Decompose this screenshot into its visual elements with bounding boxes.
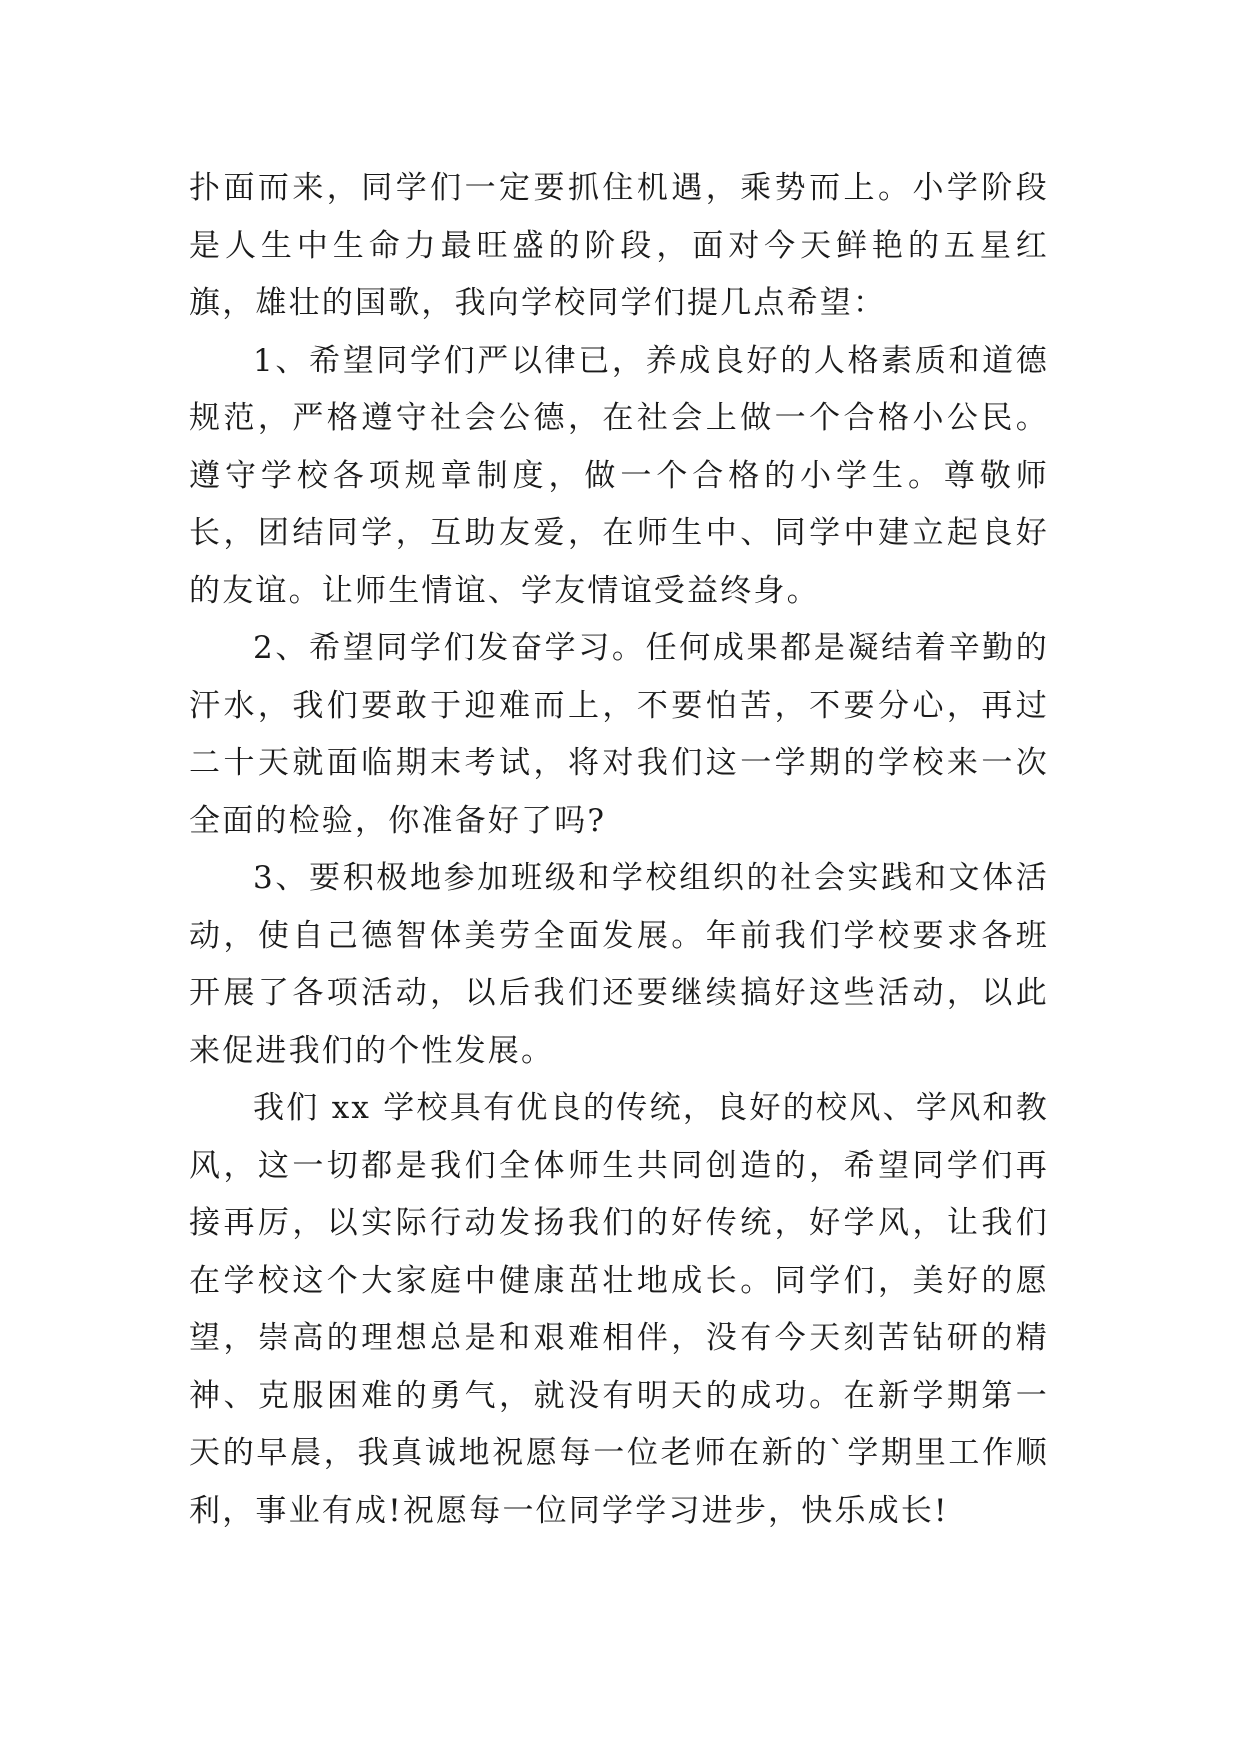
paragraph-hope-3: 3、要积极地参加班级和学校组织的社会实践和文体活动，使自己德智体美劳全面发展。年前我们学校要求各班开展了各项活动，以后我们还要继续搞好这些活动，以此来促进我们的个性发展。 xyxy=(189,860,1049,1069)
paragraph-intro-continuation: 扑面而来，同学们一定要抓住机遇，乘势而上。小学阶段是人生中生命力最旺盛的阶段，面对今天鲜艳的五星红旗，雄壮的国歌，我向学校同学们提几点希望： xyxy=(189,170,1049,321)
paragraph-hope-1: 1、希望同学们严以律已，养成良好的人格素质和道德规范，严格遵守社会公德，在社会上做一个合格小公民。遵守学校各项规章制度，做一个合格的小学生。尊敬师长，团结同学，互助友爱，在师生中、同学中建立起良好的友谊。让师生情谊、学友情谊受益终身。 xyxy=(189,342,1049,609)
paragraph-hope-2: 2、希望同学们发奋学习。任何成果都是凝结着辛勤的汗水，我们要敢于迎难而上，不要怕苦，不要分心，再过二十天就面临期末考试，将对我们这一学期的学校来一次全面的检验，你准备好了吗? xyxy=(189,630,1049,839)
paragraph-closing: 我们 xx 学校具有优良的传统，良好的校风、学风和教风，这一切都是我们全体师生共同创造的，希望同学们再接再厉，以实际行动发扬我们的好传统，好学风，让我们在学校这个大家庭中健康茁壮地成长。同学们，美好的愿望，崇高的理想总是和艰难相伴，没有今天刻苦钻研的精神、克服困难的勇气，就没有明天的成功。在新学期第一天的早晨，我真诚地祝愿每一位老师在新的`学期里工作顺利，事业有成!祝愿每一位同学学习进步，快乐成长! xyxy=(189,1090,1049,1529)
document-body xyxy=(189,160,1049,1540)
